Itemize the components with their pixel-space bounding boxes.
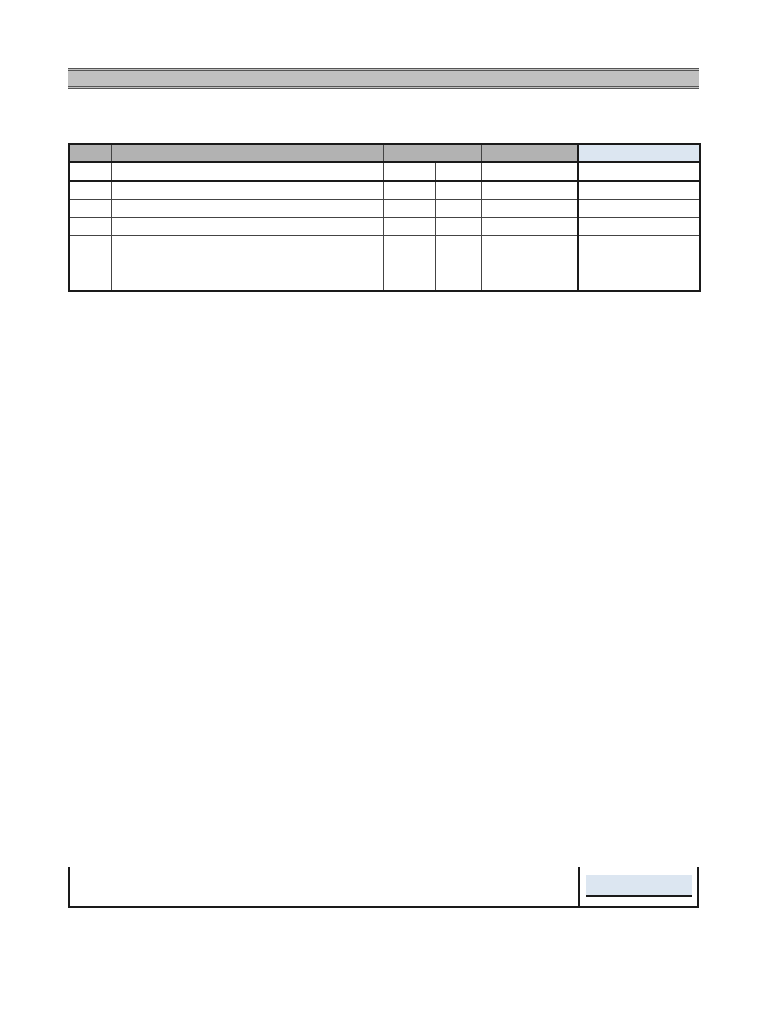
- cell-no: [69, 200, 111, 218]
- total-section: [68, 867, 699, 908]
- table-header-row: [69, 144, 700, 162]
- header-cell-jumlah: [578, 144, 700, 162]
- cell-volume: [383, 236, 435, 292]
- header-cell-no: [69, 144, 111, 162]
- cell-uraian: [111, 218, 383, 236]
- title-bar: [68, 68, 699, 89]
- cell-volume: [383, 162, 435, 181]
- cell-jumlah: [578, 181, 700, 200]
- spec-description: [111, 236, 383, 292]
- cell-no: [69, 218, 111, 236]
- table-row: [69, 218, 700, 236]
- cell-no: [69, 236, 111, 292]
- table-row: [69, 162, 700, 181]
- cell-jumlah: [578, 218, 700, 236]
- cell-no: [69, 162, 111, 181]
- header-cell-uraian: [111, 144, 383, 162]
- cell-harga: [481, 162, 578, 181]
- cell-volume: [383, 181, 435, 200]
- total-value: [586, 875, 692, 897]
- cell-harga: [481, 200, 578, 218]
- cell-satuan: [435, 200, 481, 218]
- table-row: [69, 181, 700, 200]
- cell-satuan: [435, 218, 481, 236]
- table-row: [69, 200, 700, 218]
- cell-no: [69, 181, 111, 200]
- cell-satuan: [435, 236, 481, 292]
- cell-volume: [383, 200, 435, 218]
- header-cell-harga: [481, 144, 578, 162]
- cell-uraian: [111, 200, 383, 218]
- spec-line: [114, 272, 381, 290]
- table-row: [69, 236, 700, 292]
- cell-jumlah: [578, 236, 700, 292]
- cell-satuan: [435, 181, 481, 200]
- cell-uraian: [111, 162, 383, 181]
- cell-jumlah: [578, 162, 700, 181]
- header-cell-volume: [383, 144, 481, 162]
- cell-harga: [481, 236, 578, 292]
- cell-jumlah: [578, 200, 700, 218]
- spec-line: [114, 236, 381, 254]
- cell-uraian: [111, 181, 383, 200]
- cell-harga: [481, 181, 578, 200]
- spec-line: [114, 254, 381, 272]
- cell-volume: [383, 218, 435, 236]
- cell-satuan: [435, 162, 481, 181]
- estimate-table: [68, 143, 701, 292]
- cell-harga: [481, 218, 578, 236]
- total-value-cell: [578, 867, 701, 906]
